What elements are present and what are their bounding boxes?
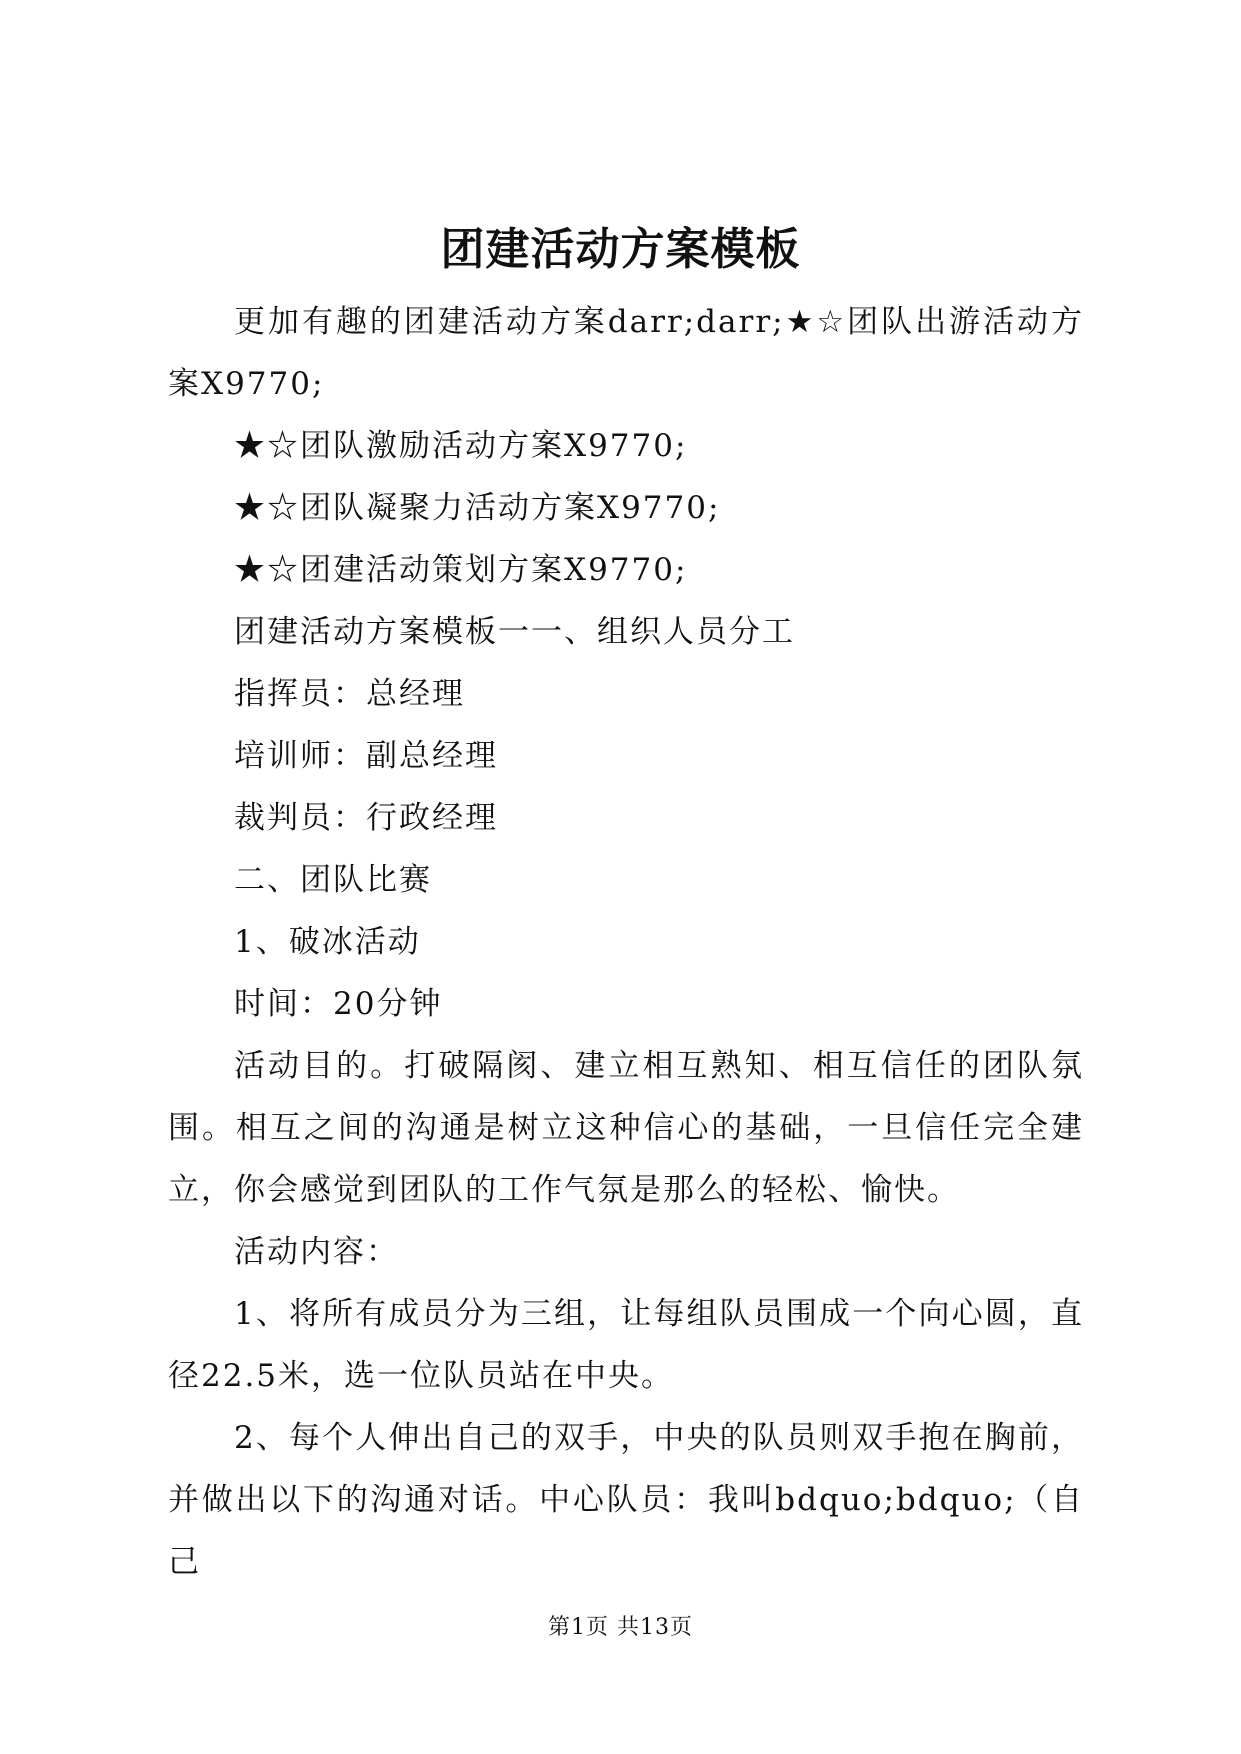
page-footer: 第1页 共13页 xyxy=(548,1615,693,1640)
subsection-heading: 1、破冰活动 xyxy=(234,924,421,960)
section-heading: 二、团队比赛 xyxy=(234,862,432,898)
paragraph: ★☆团建活动策划方案X9770; xyxy=(234,552,688,588)
paragraph: 时间：20分钟 xyxy=(234,986,443,1022)
paragraph: ★☆团队凝聚力活动方案X9770; xyxy=(234,490,721,526)
document-title: 团建活动方案模板 xyxy=(440,224,801,275)
paragraph: 1、将所有成员分为三组，让每组队员围成一个向心圆，直径22.5米，选一位队员站在中央。 xyxy=(168,1296,1084,1394)
section-heading: 团建活动方案模板一一、组织人员分工 xyxy=(234,614,795,650)
paragraph: 培训师：副总经理 xyxy=(234,738,498,774)
paragraph: 活动目的。打破隔阂、建立相互熟知、相互信任的团队氛围。相互之间的沟通是树立这种信心的基础，一旦信任完全建立，你会感觉到团队的工作气氛是那么的轻松、愉快。 xyxy=(168,1048,1084,1208)
paragraph: ★☆团队激励活动方案X9770; xyxy=(234,428,688,464)
document-body xyxy=(168,291,1084,1593)
paragraph: 指挥员：总经理 xyxy=(234,676,465,712)
paragraph: 更加有趣的团建活动方案darr;darr;★☆团队出游活动方案X9770; xyxy=(168,304,1084,402)
paragraph: 2、每个人伸出自己的双手，中央的队员则双手抱在胸前，并做出以下的沟通对话。中心队员：我叫bdquo;bdquo;（自己 xyxy=(168,1420,1084,1580)
paragraph: 裁判员：行政经理 xyxy=(234,800,498,836)
paragraph: 活动内容： xyxy=(234,1234,399,1270)
